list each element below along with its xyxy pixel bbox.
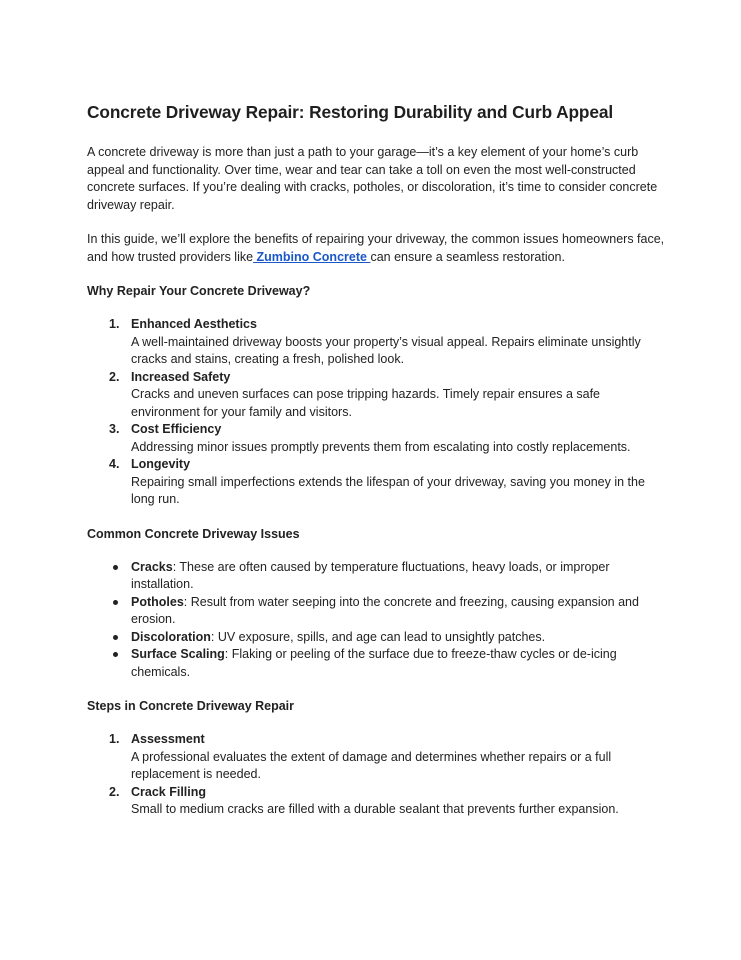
bullet-icon xyxy=(113,635,118,640)
list-item-description: A professional evaluates the extent of damage and determines whether repairs or a full replacement is needed. xyxy=(131,749,612,781)
issue-text: : Flaking or peeling of the surface due to freeze-thaw cycles or de-icing chemicals. xyxy=(131,647,617,679)
list-item-description: Small to medium cracks are filled with a durable sealant that prevents further expansion. xyxy=(131,802,619,816)
issue-text: : UV exposure, spills, and age can lead to unsightly patches. xyxy=(210,629,546,644)
list-number: 3. xyxy=(109,422,120,436)
list-item-description: A well-maintained driveway boosts your property’s visual appeal. Repairs eliminate unsightly cracks and stains, creating a fresh, polished look. xyxy=(131,334,641,366)
guide-text-after: can ensure a seamless restoration. xyxy=(370,249,565,264)
list-item xyxy=(87,594,667,629)
list-item-description: Cracks and uneven surfaces can pose tripping hazards. Timely repair ensures a safe environment for your family and visitors. xyxy=(131,387,600,419)
zumbino-concrete-link[interactable]: Zumbino Concrete xyxy=(253,249,371,264)
list-item-title: Increased Safety xyxy=(131,369,231,384)
list-item-title: Crack Filling xyxy=(131,784,207,799)
bullet-icon xyxy=(113,652,118,657)
list-number: 2. xyxy=(109,369,120,384)
why-repair-list xyxy=(87,316,667,509)
list-item xyxy=(87,421,667,456)
issue-term: Potholes xyxy=(131,594,184,609)
list-item xyxy=(87,316,667,369)
list-item-title: Longevity xyxy=(131,457,191,471)
list-item xyxy=(87,559,667,594)
list-item xyxy=(87,784,667,819)
issue-term: Cracks xyxy=(131,559,173,574)
bullet-icon xyxy=(113,565,118,570)
list-number: 1. xyxy=(109,317,120,331)
list-item-description: Addressing minor issues promptly prevents them from escalating into costly replacements. xyxy=(131,439,631,454)
issue-term: Surface Scaling xyxy=(131,647,225,661)
why-repair-heading: Why Repair Your Concrete Driveway? xyxy=(87,284,311,298)
list-item-title: Enhanced Aesthetics xyxy=(131,317,257,331)
repair-steps-heading: Steps in Concrete Driveway Repair xyxy=(87,699,295,713)
bullet-icon xyxy=(113,600,118,605)
list-number: 2. xyxy=(109,784,120,799)
common-issues-list xyxy=(87,559,667,682)
common-issues-heading: Common Concrete Driveway Issues xyxy=(87,526,300,541)
list-item xyxy=(87,369,667,422)
list-number: 4. xyxy=(109,457,120,471)
list-number: 1. xyxy=(109,732,120,746)
list-item-description: Repairing small imperfections extends the lifespan of your driveway, saving you money in the long run. xyxy=(131,474,645,506)
page-title: Concrete Driveway Repair: Restoring Durability and Curb Appeal xyxy=(87,102,614,122)
issue-text: : These are often caused by temperature fluctuations, heavy loads, or improper installation. xyxy=(131,559,610,591)
list-item xyxy=(87,629,667,647)
list-item-title: Cost Efficiency xyxy=(131,422,222,436)
list-item xyxy=(87,646,667,681)
issue-text: : Result from water seeping into the concrete and freezing, causing expansion and erosion. xyxy=(131,594,639,626)
list-item xyxy=(87,456,667,509)
list-item-title: Assessment xyxy=(131,732,205,746)
list-item xyxy=(87,731,667,784)
issue-term: Discoloration xyxy=(131,629,211,644)
document-content xyxy=(87,100,667,835)
guide-text-before: In this guide, we’ll explore the benefits of repairing your driveway, the common issues homeowners face, and how trusted providers like xyxy=(87,232,665,264)
guide-paragraph xyxy=(87,231,667,266)
intro-paragraph: A concrete driveway is more than just a path to your garage—it’s a key element of your home’s curb appeal and functionality. Over time, wear and tear can take a toll on even the most well-constructed concrete surfaces. If you’re dealing with cracks, potholes, or discoloration, it’s time to consider concrete driveway repair. xyxy=(87,145,658,212)
repair-steps-list xyxy=(87,731,667,819)
